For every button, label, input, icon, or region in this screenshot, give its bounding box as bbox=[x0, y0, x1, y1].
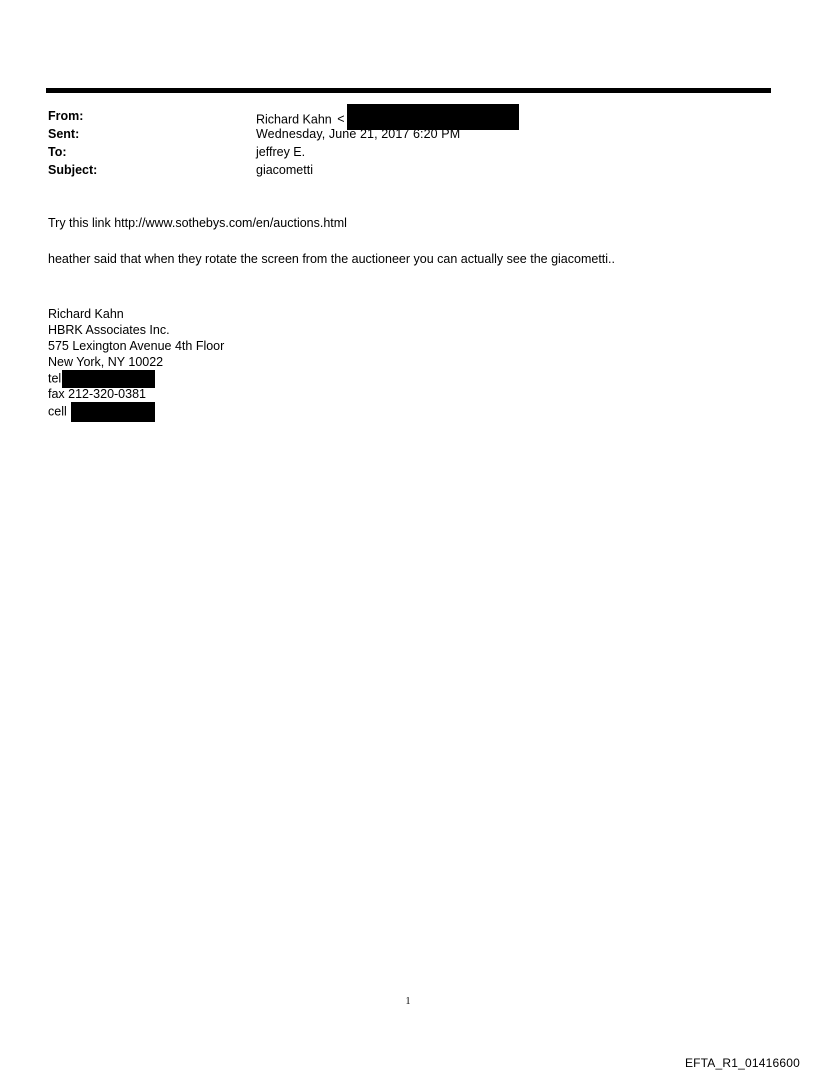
cell-label: cell bbox=[48, 404, 67, 419]
body-line-link: Try this link http://www.sothebys.com/en/auctions.html bbox=[48, 216, 347, 230]
signature-address-city: New York, NY 10022 bbox=[48, 355, 164, 369]
subject-label: Subject: bbox=[48, 163, 98, 177]
signature-address-street: 575 Lexington Avenue 4th Floor bbox=[48, 339, 225, 353]
body-line-message: heather said that when they rotate the screen from the auctioneer you can actually see the giacometti.. bbox=[48, 252, 615, 266]
from-label: From: bbox=[48, 109, 84, 123]
signature-name: Richard Kahn bbox=[48, 307, 124, 321]
to-value: jeffrey E. bbox=[256, 145, 306, 159]
header-rule bbox=[46, 88, 771, 93]
signature-tel-line bbox=[48, 370, 224, 386]
subject-value: giacometti bbox=[256, 163, 313, 177]
sent-label: Sent: bbox=[48, 127, 80, 141]
sender-name: Richard Kahn bbox=[256, 112, 332, 127]
signature-fax-line: fax 212-320-0381 bbox=[48, 387, 146, 401]
signature-block bbox=[48, 306, 224, 418]
signature-cell-line bbox=[48, 402, 224, 418]
tel-label: tel bbox=[48, 371, 62, 386]
signature-company: HBRK Associates Inc. bbox=[48, 323, 170, 337]
sender-bracket: < bbox=[337, 112, 345, 127]
bates-number: EFTA_R1_01416600 bbox=[684, 1056, 800, 1070]
page-number: 1 bbox=[405, 996, 411, 1007]
redaction-box bbox=[71, 402, 155, 422]
to-label: To: bbox=[48, 145, 67, 159]
sent-value: Wednesday, June 21, 2017 6:20 PM bbox=[256, 127, 461, 141]
